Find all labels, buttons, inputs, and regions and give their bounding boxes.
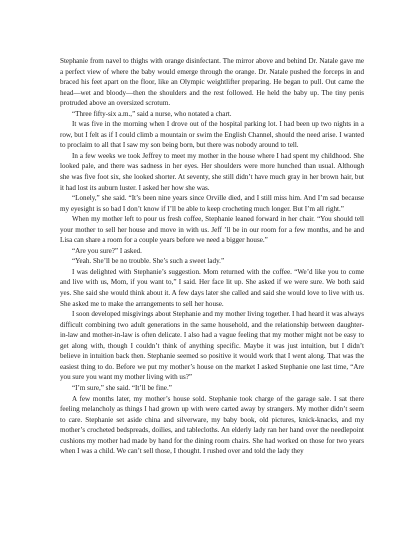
paragraph: In a few weeks we took Jeffrey to meet my mother in the house where I had spent my childhood. She looked pale, and there was sadness in her eyes. Her shoulders were more hunched than usual. Although she was five foot six, she looked shorter. At seventy, she still didn’t have much gray in her brown hair, but it had lost its auburn luster. I asked her how she was. — [60, 151, 364, 192]
paragraph: “Yeah. She’ll be no trouble. She’s such a sweet lady.” — [72, 257, 225, 266]
paragraph: I soon developed misgivings about Stephanie and my mother living together. I had heard it was always difficult combining two adult generations in the same household, and the relationship between daughter-in-law and mother-in-law is often delicate. I also had a vague feeling that my mother might not be easy to get along with, though I couldn’t think of anything specific. Maybe it was just intuition, but I didn’t believe in intuition back then. Stephanie seemed so positive it would work that I went along. That was the easiest thing to do. Before we put my mother’s house on the market I asked Stephanie one last time, “Are you sure you want my mother living with us?” — [60, 310, 364, 382]
paragraph: “Lonely,” she said. “It’s been nine years since Orville died, and I still miss him. And I’m sad because my eyesight is so bad I don’t know if I’ll be able to keep crocheting much longer. But I’m all right.” — [60, 194, 364, 213]
paragraph: Stephanie from navel to thighs with orange disinfectant. The mirror above and behind Dr. Natale gave me a perfect view of where the baby would emerge through the orange. Dr. Natale pushed the forceps in and braced his feet apart on the floor, like an Olympic weightlifter preparing. He began to pull. Out came the head—wet and bloody—then the shoulders and the rest followed. He held the baby up. The tiny penis protruded above an oversized scrotum. — [60, 57, 364, 108]
paragraph: A few months later, my mother’s house sold. Stephanie took charge of the garage sale. I sat there feeling melancholy as things I had grown up with were carted away by strangers. My mother didn’t seem to care. Stephanie set aside china and silverware, my baby book, old pictures, knick-knacks, and my mother’s crocheted bedspreads, doilies, and tablecloths. An elderly lady ran her hand over the needlepoint cushions my mother had made by hand for the dining room chairs. She had worked on those for two years when I was a child. We can’t sell those, I thought. I rushed over and told the lady they — [60, 394, 364, 456]
paragraph: I was delighted with Stephanie’s suggestion. Mom returned with the coffee. “We’d like you to come and live with us, Mom, if you want to,” I said. Her face lit up. She asked if we were sure. We both said yes. She said she would think about it. A few days later she called and said she would love to live with us. She asked me to make the arrangements to sell her house. — [60, 267, 364, 308]
paragraph: It was five in the morning when I drove out of the hospital parking lot. I had been up two nights in a row, but I felt as if I could climb a mountain or swim the English Channel, should the need arise. I wanted to proclaim to all that I saw my son being born, but there was nobody around to tell. — [60, 120, 364, 150]
paragraph: “Three fifty-six a.m.,” said a nurse, who notated a chart. — [72, 109, 232, 118]
paragraph: “I’m sure,” she said. “It’ll be fine.” — [72, 383, 172, 392]
paragraph: When my mother left to pour us fresh coffee, Stephanie leaned forward in her chair. “You should tell your mother to sell her house and move in with us. Jeff ’ll be in our room for a few months, and he and Lisa can share a room for a couple years before we need a bigger house.” — [60, 215, 364, 245]
paragraph: “Are you sure?” I asked. — [72, 246, 142, 255]
document-page — [60, 56, 364, 457]
